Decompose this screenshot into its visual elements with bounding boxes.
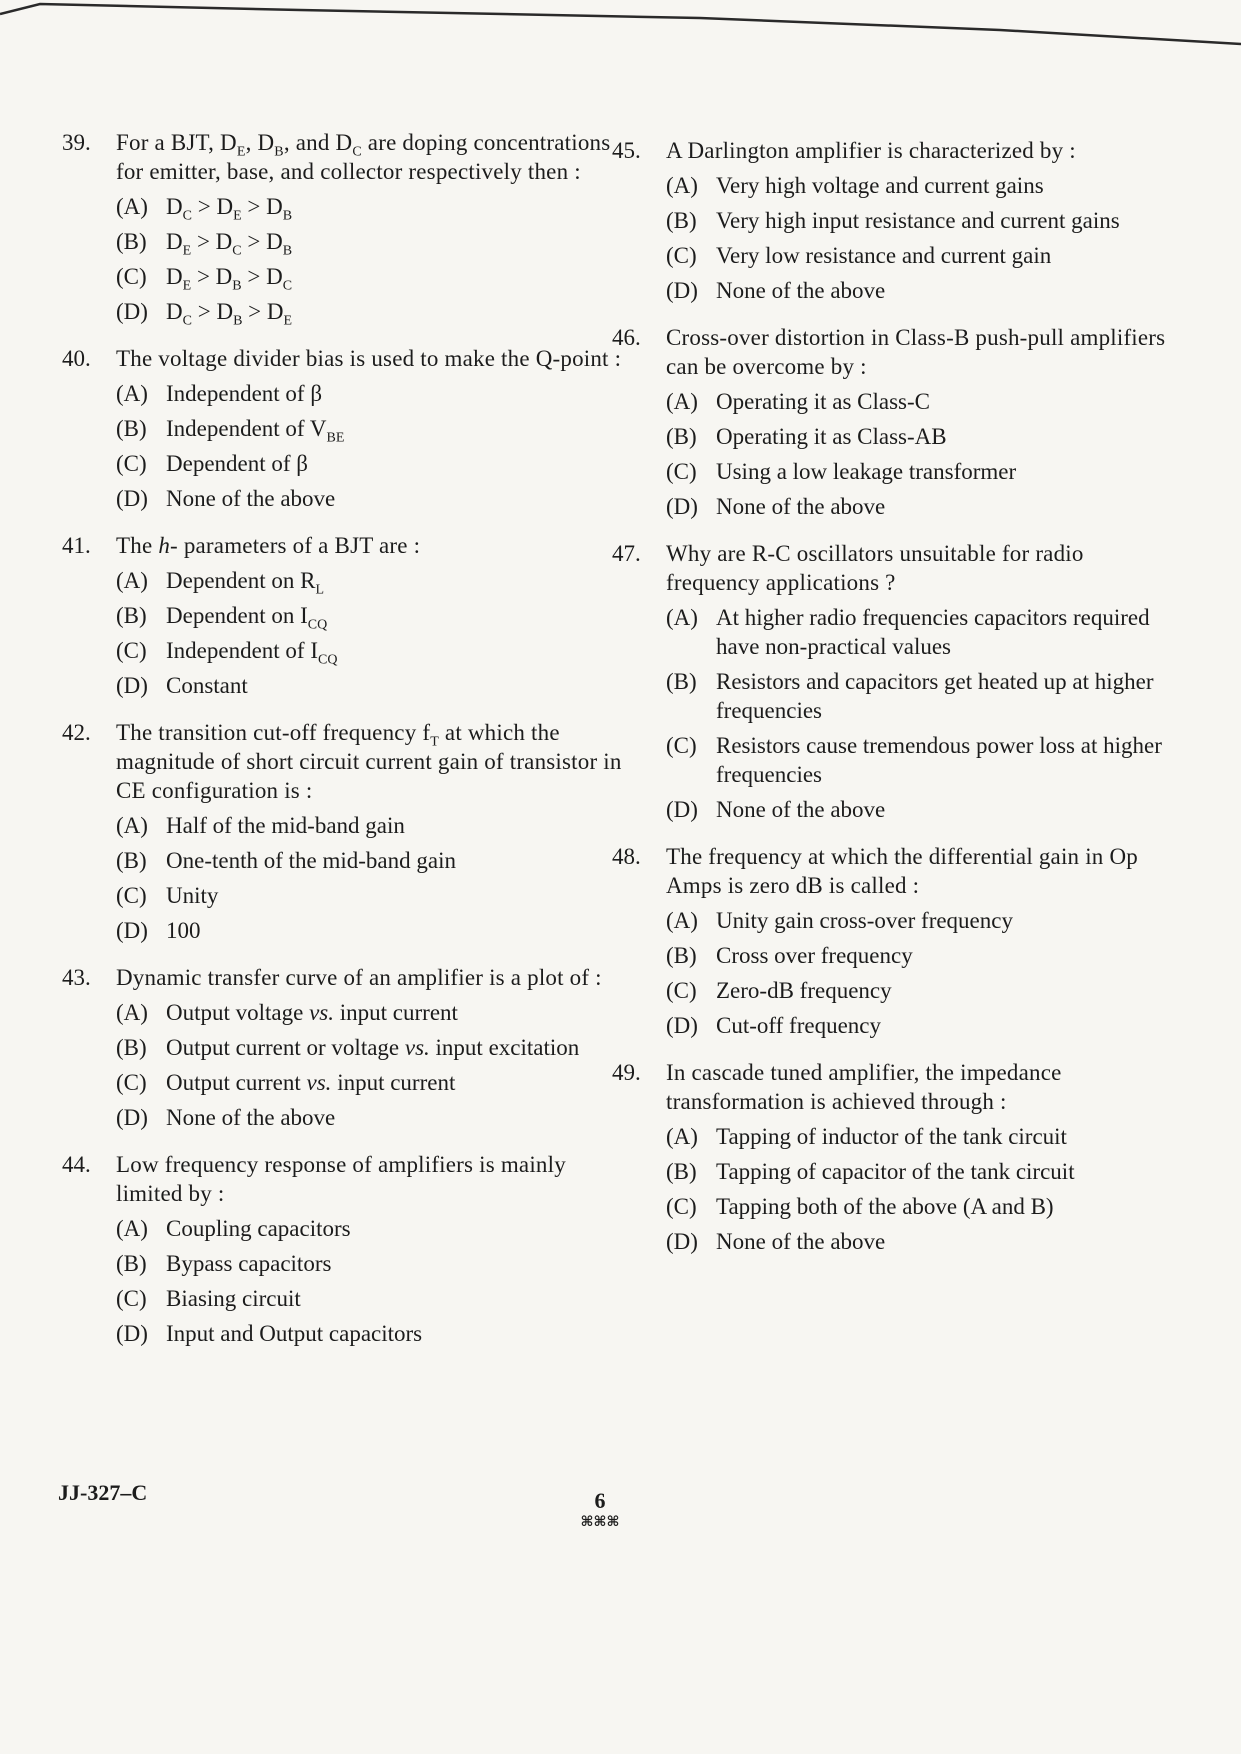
option-text [716, 943, 913, 968]
option-text [716, 669, 1154, 723]
text-segment: > D [241, 229, 283, 254]
option-label: (C) [666, 1194, 697, 1219]
option-label: (D) [116, 673, 148, 698]
option-text [716, 208, 1120, 233]
option-text [716, 243, 1051, 268]
text-segment: > D [191, 299, 234, 324]
subscript: C [182, 208, 192, 224]
page-number: 6 [594, 1488, 606, 1513]
text-segment: Dependent on R [166, 568, 316, 593]
text-segment: Unity gain cross-over frequency [716, 908, 1013, 933]
question-44 [62, 1150, 622, 1348]
text-segment: None of the above [716, 278, 886, 303]
option-label: (B) [116, 229, 147, 254]
subscript: C [182, 313, 192, 329]
text-segment: None of the above [716, 494, 886, 519]
answer-option [666, 422, 1172, 451]
option-text [716, 389, 930, 414]
text-segment: Coupling capacitors [166, 1216, 351, 1241]
text-segment: Very low resistance and current gain [716, 243, 1052, 268]
italic-text: vs. [309, 1000, 335, 1025]
option-label: (D) [116, 1321, 148, 1346]
text-segment: Using a low leakage transformer [716, 459, 1017, 484]
text-segment: Independent of β [166, 381, 323, 406]
answer-option [116, 192, 622, 224]
text-segment: None of the above [166, 1105, 336, 1130]
question-number: 48. [612, 844, 641, 869]
text-segment: The transition cut-off frequency f [116, 720, 431, 745]
option-text [166, 194, 293, 224]
subscript: B [274, 144, 284, 160]
text-segment: The [116, 533, 159, 558]
option-label: (A) [116, 381, 148, 406]
option-text [166, 568, 325, 598]
question-45 [612, 136, 1172, 305]
answer-option [116, 1214, 622, 1243]
answer-option [666, 1011, 1172, 1040]
option-text [166, 1105, 335, 1130]
option-text [716, 1194, 1054, 1219]
text-segment: Dependent on I [166, 603, 308, 628]
text-segment: Constant [166, 673, 248, 698]
answer-option [116, 601, 622, 633]
question-49 [612, 1058, 1172, 1256]
text-segment: None of the above [716, 797, 886, 822]
text-segment: , and D [283, 130, 353, 155]
option-text [716, 1229, 885, 1254]
question-text [116, 531, 622, 560]
subscript: E [236, 144, 246, 160]
option-text [716, 494, 885, 519]
option-label: (C) [666, 459, 697, 484]
text-segment: Very high voltage and current gains [716, 173, 1044, 198]
option-text [716, 1124, 1067, 1149]
option-text [166, 918, 201, 943]
text-segment: input excitation [429, 1035, 580, 1060]
text-segment: Cross over frequency [716, 943, 913, 968]
text-segment: Input and Output capacitors [166, 1321, 423, 1346]
option-text [166, 673, 248, 698]
question-number: 43. [62, 965, 91, 990]
option-text [166, 381, 322, 406]
answer-option [116, 1103, 622, 1132]
top-scan-edge-line [0, 0, 1241, 48]
option-label: (D) [666, 494, 698, 519]
answer-option [666, 241, 1172, 270]
option-label: (A) [116, 1216, 148, 1241]
question-number: 40. [62, 346, 91, 371]
question-text [116, 718, 622, 805]
text-segment: Output current or voltage [166, 1035, 405, 1060]
option-text [166, 883, 218, 908]
answer-option [116, 998, 622, 1027]
text-segment: For a BJT, D [116, 130, 237, 155]
option-label: (D) [666, 1013, 698, 1038]
subscript: E [182, 278, 192, 294]
text-segment: Biasing circuit [166, 1286, 301, 1311]
option-text [716, 605, 1150, 659]
subscript: E [182, 243, 192, 259]
answer-option [116, 566, 622, 598]
question-text [666, 539, 1172, 597]
option-text [166, 299, 293, 329]
text-segment: Tapping of inductor of the tank circuit [716, 1124, 1067, 1149]
text-segment: Bypass capacitors [166, 1251, 332, 1276]
text-segment: Operating it as Class-AB [716, 424, 947, 449]
option-label: (A) [116, 1000, 148, 1025]
text-segment: > D [241, 264, 283, 289]
italic-text: h [158, 533, 171, 558]
question-46 [612, 323, 1172, 521]
footer-marks: ⌘⌘⌘ [580, 1515, 620, 1530]
option-label: (D) [666, 797, 698, 822]
option-text [166, 1035, 579, 1060]
option-label: (B) [116, 848, 147, 873]
option-text [166, 1321, 422, 1346]
subscript: B [282, 243, 293, 259]
subscript: CQ [318, 652, 338, 668]
question-text [666, 1058, 1172, 1116]
question-47 [612, 539, 1172, 824]
option-text [716, 908, 1013, 933]
option-label: (C) [666, 243, 697, 268]
option-label: (B) [116, 603, 147, 628]
option-text [166, 486, 335, 511]
answer-option [116, 811, 622, 840]
subscript: E [283, 313, 293, 329]
answer-option [666, 457, 1172, 486]
text-segment: The frequency at which the differential gain in Op Amps is zero dB is called : [666, 844, 1138, 898]
question-42 [62, 718, 622, 945]
question-text [116, 344, 622, 373]
text-segment: > D [242, 299, 284, 324]
question-number: 39. [62, 130, 91, 155]
text-segment: input current [334, 1000, 458, 1025]
option-label: (C) [116, 1070, 147, 1095]
answer-option [666, 667, 1172, 725]
option-label: (C) [116, 451, 147, 476]
text-segment: D [166, 229, 183, 254]
paper-code: JJ-327–C [58, 1480, 148, 1505]
text-segment: Independent of V [166, 416, 327, 441]
option-label: (C) [116, 883, 147, 908]
option-label: (C) [116, 1286, 147, 1311]
italic-text: vs. [404, 1035, 430, 1060]
option-text [166, 1000, 458, 1025]
text-segment: A Darlington amplifier is characterized by : [666, 138, 1076, 163]
option-text [716, 424, 947, 449]
text-segment: > D [241, 194, 283, 219]
subscript: C [352, 144, 362, 160]
answer-option [116, 1319, 622, 1348]
right-question-column [612, 136, 1172, 1274]
answer-option [666, 603, 1172, 661]
option-text [166, 264, 293, 294]
answer-option [666, 387, 1172, 416]
option-text [166, 1251, 331, 1276]
option-label: (A) [666, 908, 698, 933]
question-40 [62, 344, 622, 513]
answer-option [116, 671, 622, 700]
answer-option [116, 1284, 622, 1313]
text-segment: At higher radio frequencies capacitors required have non-practical values [716, 605, 1150, 659]
question-number: 44. [62, 1152, 91, 1177]
question-text [666, 842, 1172, 900]
subscript: B [282, 208, 293, 224]
answer-option [666, 1157, 1172, 1186]
answer-option [116, 297, 622, 329]
text-segment: The voltage divider bias is used to make the Q-point : [116, 346, 622, 371]
text-segment: In cascade tuned amplifier, the impedance transformation is achieved through : [666, 1060, 1062, 1114]
question-number: 49. [612, 1060, 641, 1085]
option-label: (B) [116, 1035, 147, 1060]
option-label: (D) [666, 278, 698, 303]
text-segment: Unity [166, 883, 219, 908]
text-segment: Why are R-C oscillators unsuitable for radio frequency applications ? [666, 541, 1084, 595]
subscript: B [232, 278, 242, 294]
subscript: BE [326, 430, 345, 446]
option-text [716, 797, 885, 822]
option-label: (A) [666, 605, 698, 630]
text-segment: > D [191, 264, 233, 289]
text-segment: Cut-off frequency [716, 1013, 881, 1038]
text-segment: Cross-over distortion in Class-B push-pull amplifiers can be overcome by : [666, 325, 1166, 379]
option-label: (A) [116, 568, 148, 593]
text-segment: Resistors cause tremendous power loss at higher frequencies [716, 733, 1162, 787]
option-label: (B) [666, 424, 697, 449]
subscript: T [430, 734, 439, 750]
option-text [716, 459, 1016, 484]
option-text [166, 229, 293, 259]
option-text [716, 978, 892, 1003]
answer-option [116, 1033, 622, 1062]
text-segment: D [166, 194, 183, 219]
option-text [716, 1013, 881, 1038]
question-number: 42. [62, 720, 91, 745]
text-segment: Dependent of β [166, 451, 308, 476]
option-label: (B) [116, 1251, 147, 1276]
answer-option [116, 1249, 622, 1278]
text-segment: , D [245, 130, 275, 155]
option-text [166, 416, 345, 446]
text-segment: Independent of I [166, 638, 318, 663]
option-label: (B) [666, 943, 697, 968]
question-number: 46. [612, 325, 641, 350]
answer-option [116, 449, 622, 478]
answer-option [116, 414, 622, 446]
subscript: L [315, 582, 325, 598]
option-label: (D) [116, 486, 148, 511]
text-segment: Operating it as Class-C [716, 389, 930, 414]
option-text [166, 813, 405, 838]
answer-option [666, 276, 1172, 305]
text-segment: Output voltage [166, 1000, 310, 1025]
option-text [716, 733, 1162, 787]
question-43 [62, 963, 622, 1132]
option-label: (D) [116, 1105, 148, 1130]
text-segment: > D [191, 229, 233, 254]
option-text [166, 1216, 351, 1241]
question-text [116, 1150, 622, 1208]
option-text [166, 1286, 301, 1311]
option-label: (B) [666, 669, 697, 694]
text-segment: Half of the mid-band gain [166, 813, 405, 838]
answer-option [666, 1227, 1172, 1256]
question-number: 47. [612, 541, 641, 566]
subscript: C [282, 278, 293, 294]
option-label: (A) [666, 389, 698, 414]
question-39 [62, 128, 622, 329]
answer-option [666, 492, 1172, 521]
option-label: (A) [666, 173, 698, 198]
text-segment: Very high input resistance and current gains [716, 208, 1120, 233]
text-segment: Tapping of capacitor of the tank circuit [716, 1159, 1075, 1184]
question-text [666, 323, 1172, 381]
answer-option [116, 379, 622, 408]
option-label: (B) [666, 1159, 697, 1184]
text-segment: One-tenth of the mid-band gain [166, 848, 456, 873]
answer-option [666, 941, 1172, 970]
text-segment: Tapping both of the above (A and B) [716, 1194, 1054, 1219]
text-segment: Resistors and capacitors get heated up at higher frequencies [716, 669, 1154, 723]
italic-text: vs. [306, 1070, 332, 1095]
question-41 [62, 531, 622, 700]
text-segment: > D [191, 194, 234, 219]
option-text [166, 848, 456, 873]
answer-option [116, 1068, 622, 1097]
text-segment: Dynamic transfer curve of an amplifier is a plot of : [116, 965, 602, 990]
option-label: (C) [116, 638, 147, 663]
answer-option [116, 262, 622, 294]
answer-option [116, 916, 622, 945]
option-label: (D) [116, 918, 148, 943]
subscript: CQ [307, 617, 328, 633]
option-text [166, 603, 328, 633]
answer-option [666, 976, 1172, 1005]
option-label: (C) [666, 733, 697, 758]
option-text [166, 451, 308, 476]
question-48 [612, 842, 1172, 1040]
answer-option [116, 484, 622, 513]
text-segment: None of the above [716, 1229, 886, 1254]
option-text [716, 1159, 1075, 1184]
answer-option [116, 636, 622, 668]
option-label: (B) [666, 208, 697, 233]
answer-option [666, 795, 1172, 824]
text-segment: - parameters of a BJT are : [170, 533, 421, 558]
option-label: (D) [666, 1229, 698, 1254]
question-number: 45. [612, 138, 641, 163]
answer-option [666, 1122, 1172, 1151]
answer-option [116, 846, 622, 875]
answer-option [116, 227, 622, 259]
question-number: 41. [62, 533, 91, 558]
option-text [716, 173, 1044, 198]
text-segment: input current [331, 1070, 456, 1095]
option-label: (B) [116, 416, 147, 441]
text-segment: None of the above [166, 486, 336, 511]
answer-option [666, 171, 1172, 200]
option-text [166, 1070, 455, 1095]
option-label: (C) [116, 264, 147, 289]
text-segment: at which the magnitude of short circuit current gain of transistor in CE configuration is : [116, 720, 622, 803]
answer-option [666, 206, 1172, 235]
text-segment: Output current [166, 1070, 307, 1095]
option-label: (D) [116, 299, 148, 324]
question-text [666, 136, 1172, 165]
subscript: C [232, 243, 242, 259]
text-segment: Low frequency response of amplifiers is mainly limited by : [116, 1152, 566, 1206]
text-segment: D [166, 299, 183, 324]
text-segment: D [166, 264, 183, 289]
answer-option [666, 731, 1172, 789]
text-segment: Zero-dB frequency [716, 978, 892, 1003]
option-text [166, 638, 338, 668]
subscript: B [233, 313, 243, 329]
answer-option [116, 881, 622, 910]
option-label: (A) [116, 194, 148, 219]
question-text [116, 128, 622, 186]
text-segment: are doping concentrations for emitter, base, and collector respectively then : [116, 130, 611, 184]
text-segment: 100 [166, 918, 201, 943]
answer-option [666, 1192, 1172, 1221]
answer-option [666, 906, 1172, 935]
option-label: (C) [666, 978, 697, 1003]
option-text [716, 278, 885, 303]
left-question-column [62, 128, 622, 1366]
subscript: E [233, 208, 242, 224]
question-text [116, 963, 622, 992]
option-label: (A) [666, 1124, 698, 1149]
option-label: (A) [116, 813, 148, 838]
